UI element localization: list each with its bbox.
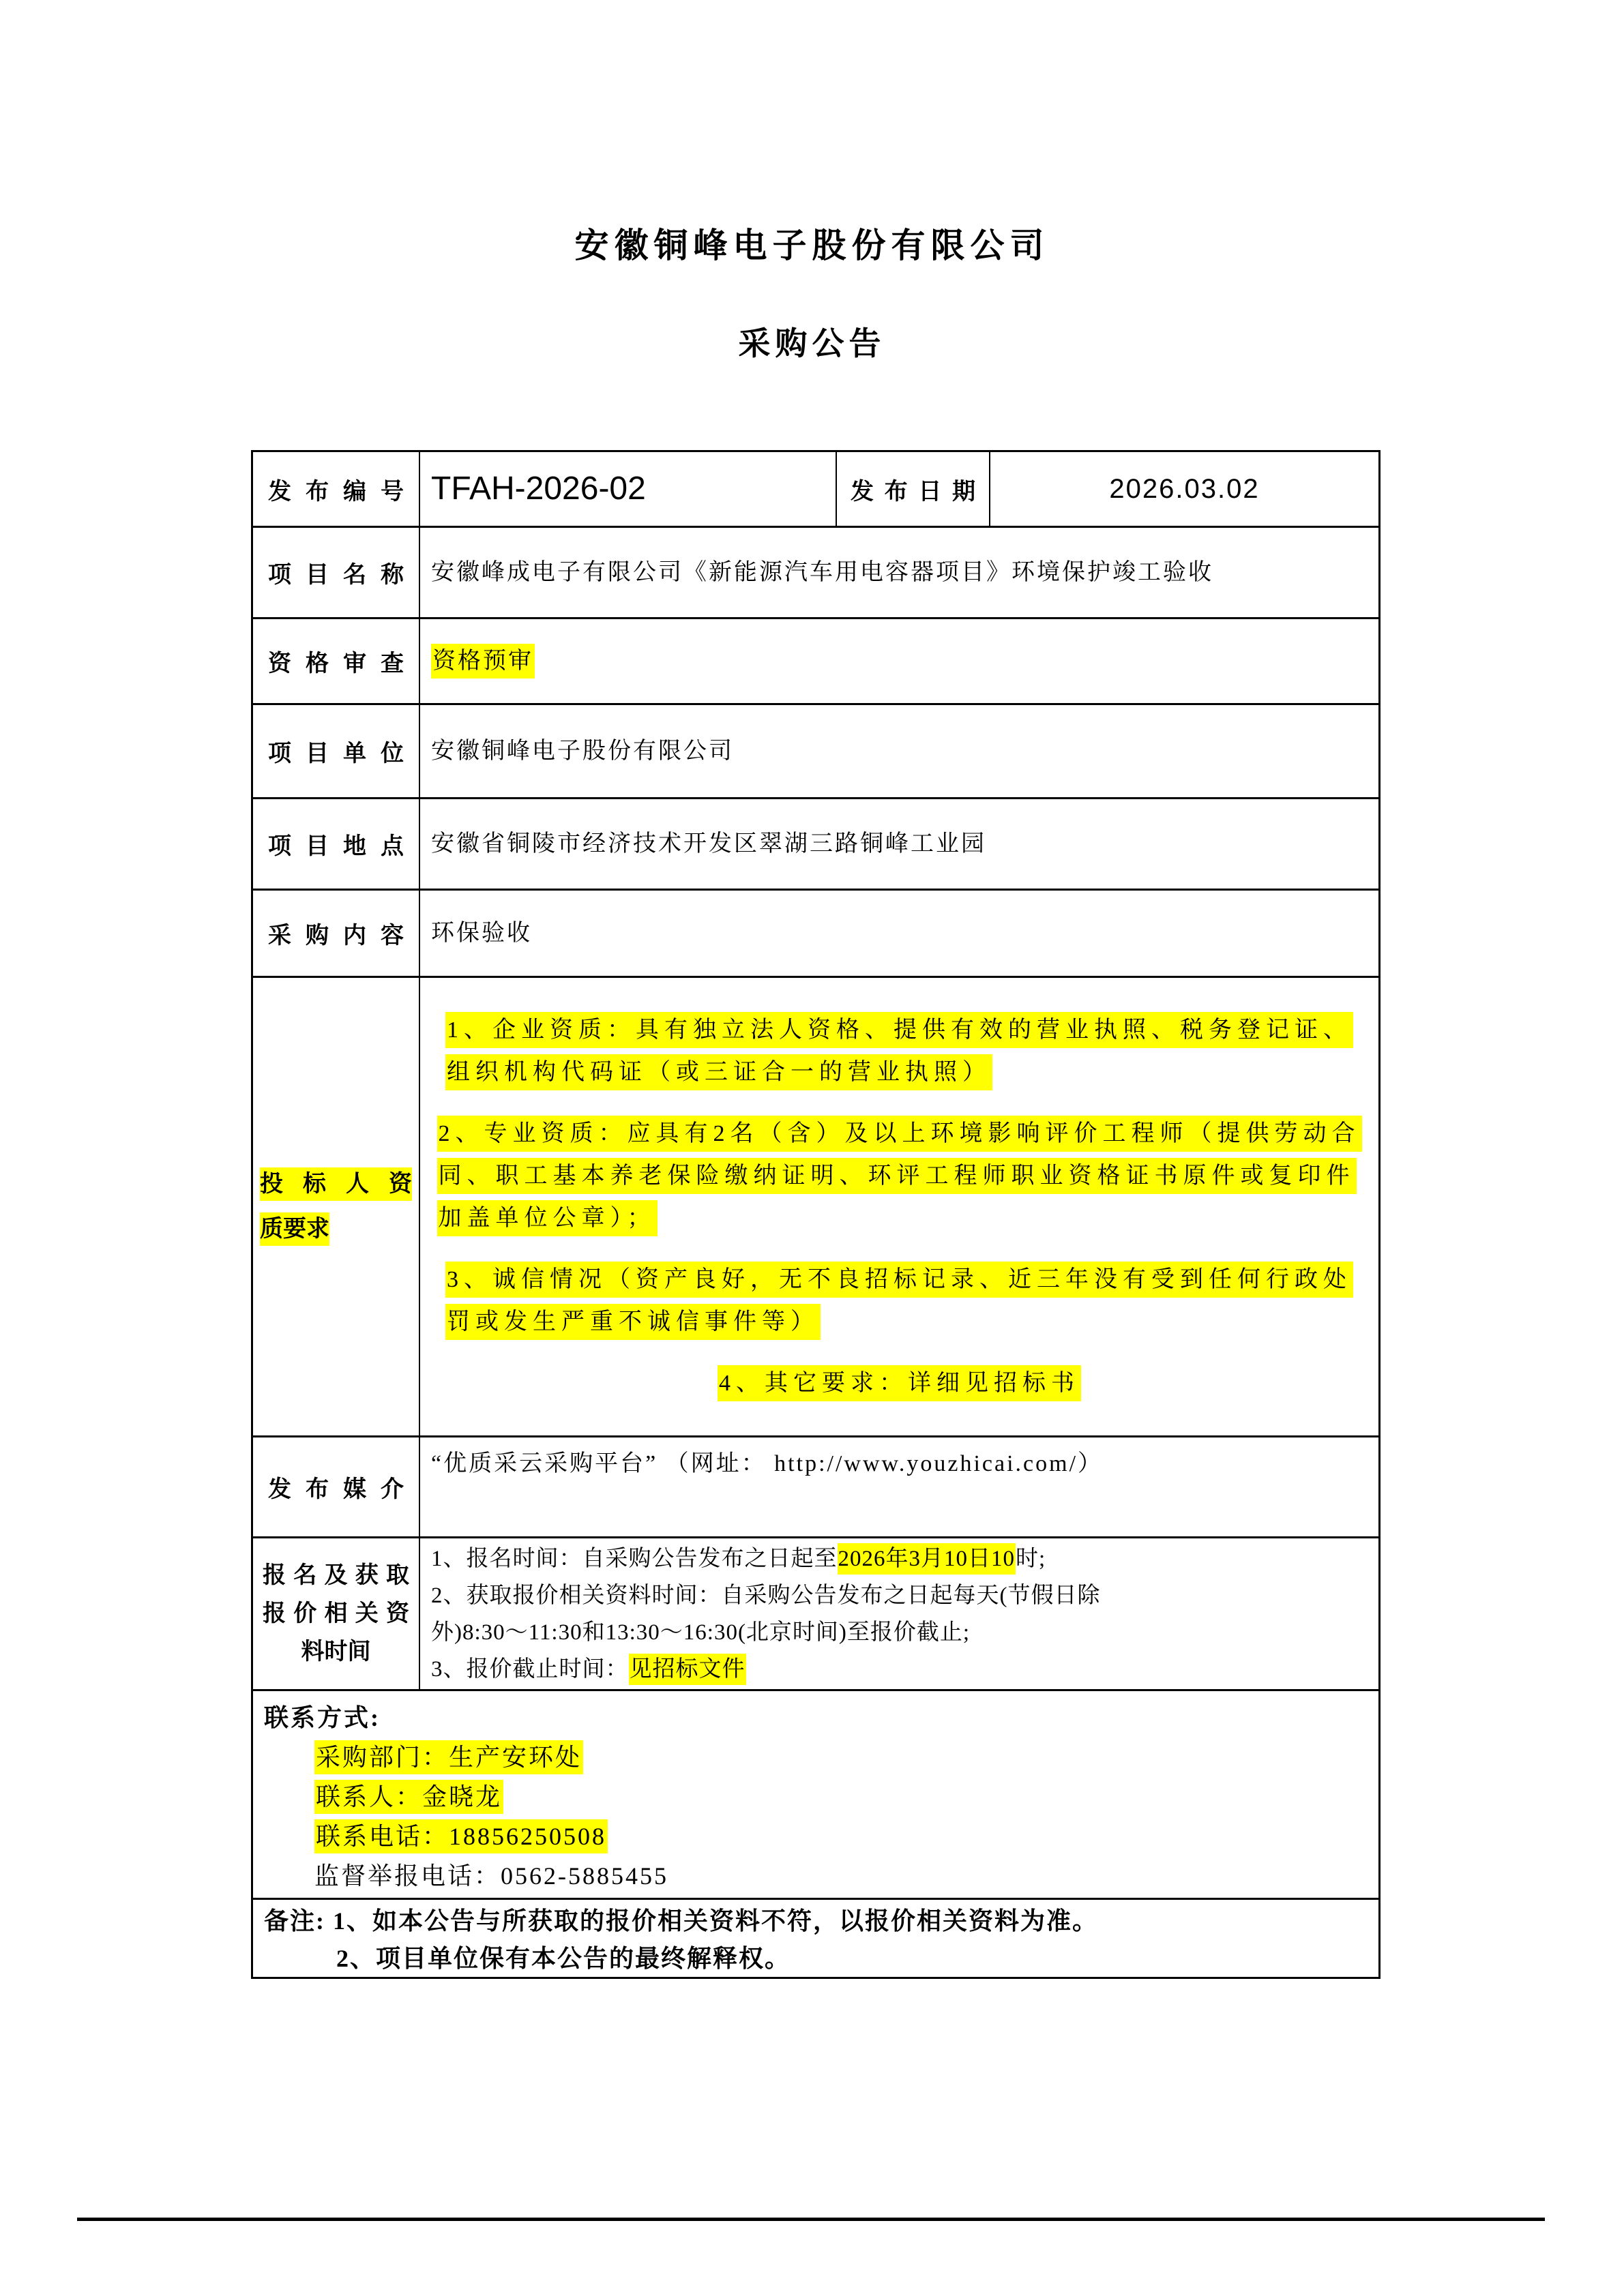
project-unit-value: 安徽铜峰电子股份有限公司 — [419, 705, 1378, 797]
bidder-requirements-label: 投标人资 质要求 — [260, 1162, 412, 1252]
procurement-content-value: 环保验收 — [419, 891, 1378, 976]
page-title: 安徽铜峰电子股份有限公司 — [574, 226, 1050, 265]
row-registration-time — [253, 1536, 1378, 1689]
publish-date-label-cell — [836, 452, 989, 526]
project-unit-label: 项目单位 — [268, 741, 404, 766]
procurement-content-label: 采购内容 — [268, 923, 404, 949]
project-location-value: 安徽省铜陵市经济技术开发区翠湖三路铜峰工业园 — [419, 799, 1378, 889]
row-project-location — [253, 797, 1378, 889]
row-project-name — [253, 526, 1378, 617]
publish-media-value: “优质采云采购平台” （网址： http://www.youzhicai.com/） — [419, 1437, 1378, 1536]
registration-time-label: 报名及获取 报价相关资 料时间 — [263, 1562, 409, 1665]
page-subtitle: 采购公告 — [738, 325, 886, 361]
publish-number-label: 发布编号 — [268, 479, 404, 505]
registration-time-content-cell — [419, 1538, 1378, 1689]
qualification-review-value: 资格预审 — [431, 644, 535, 679]
qualification-review-value-cell — [419, 619, 1378, 703]
contact-info-cell: 联系方式: 采购部门：生产安环处 联系人：金晓龙 联系电话：18856250508 监督举报电话：0562-5885455 — [264, 1704, 668, 1890]
row-bidder-requirements — [253, 976, 1378, 1435]
qualification-review-label-cell — [253, 619, 419, 703]
bidder-requirements-label-cell — [253, 978, 419, 1435]
project-location-label-cell — [253, 799, 419, 889]
bidder-requirements-content: 1、企业资质：具有独立法人资格、提供有效的营业执照、税务登记证、 组织机构代码证（或三证合一的营业执照） 2、专业资质：应具有2名（含）及以上环境影响评价工程师（提供劳动合 同、职工基本养老保险缴纳证明、环评工程师职业资格证书原件或复印件 加盖单位公章）； 3、诚信情况（资产良好，无不良招标记录、近三年没有受到任何行政处 罚或发生严重不诚信事件等） 4、其它要求：详细见招标书 — [419, 978, 1378, 1435]
row-remarks — [253, 1898, 1378, 1977]
registration-time-content: 1、报名时间：自采购公告发布之日起至2026年3月10日10时; 2、获取报价相关资料时间：自采购公告发布之日起每天(节假日除 外)8:30～11:30和13:30～16:30(北京时间)至报价截止; 3、报价截止时间：见招标文件 — [431, 1540, 1101, 1688]
publish-media-label: 发布媒介 — [268, 1477, 404, 1502]
qualification-review-label: 资格审查 — [268, 651, 404, 676]
row-procurement-content — [253, 889, 1378, 976]
project-location-label: 项目地点 — [268, 834, 404, 859]
procurement-content-label-cell — [253, 891, 419, 976]
publish-number-label-cell — [253, 452, 419, 526]
project-name-label: 项目名称 — [268, 563, 404, 588]
project-name-value: 安徽峰成电子有限公司《新能源汽车用电容器项目》环境保护竣工验收 — [419, 528, 1378, 617]
announcement-table — [251, 450, 1381, 1979]
row-qualification-review — [253, 617, 1378, 703]
publish-date-value: 2026.03.02 — [989, 452, 1378, 526]
project-name-label-cell — [253, 528, 419, 617]
row-publish-number — [253, 452, 1378, 526]
page-bottom-divider — [77, 2218, 1545, 2221]
row-project-unit — [253, 703, 1378, 797]
publish-date-label: 发布日期 — [851, 479, 975, 505]
remarks-cell: 备注: 1、如本公告与所获取的报价相关资料不符，以报价相关资料为准。 2、项目单位保有本公告的最终解释权。 — [264, 1907, 1098, 1972]
registration-time-label-cell — [253, 1538, 419, 1689]
publish-number-value: TFAH-2026-02 — [419, 452, 836, 526]
publish-media-label-cell — [253, 1437, 419, 1536]
row-publish-media — [253, 1435, 1378, 1536]
project-unit-label-cell — [253, 705, 419, 797]
row-contact-info — [253, 1689, 1378, 1898]
